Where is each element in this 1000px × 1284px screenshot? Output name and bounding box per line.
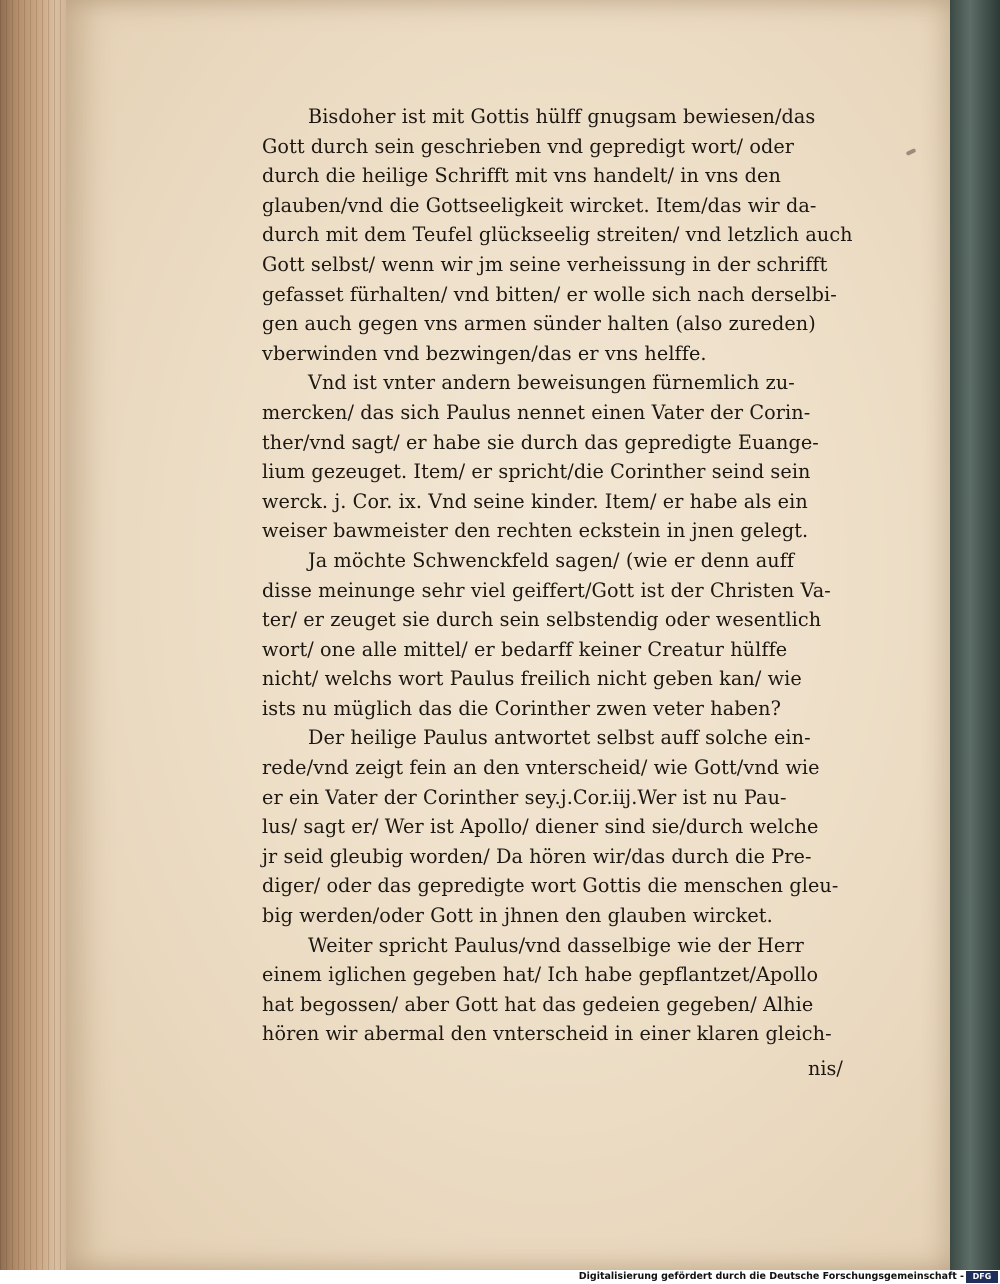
text-line: disse meinunge sehr viel geiffert/Gott ist der Christen Va-: [262, 578, 831, 602]
text-line: Ja möchte Schwenckfeld sagen/ (wie er denn auff: [308, 548, 795, 572]
catchword: nis/: [808, 1057, 843, 1080]
page-text: [262, 102, 878, 1049]
page-stack-left: [0, 0, 70, 1270]
text-line: diger/ oder das gepredigte wort Gottis die menschen gleu-: [262, 874, 839, 898]
text-line: ter/ er zeuget sie durch sein selbstendig oder wesentlich: [262, 608, 822, 632]
text-line: Bisdoher ist mit Gottis hülff gnugsam bewiesen/das: [308, 105, 816, 128]
text-line: lus/ sagt er/ Wer ist Apollo/ diener sind sie/durch welche: [262, 815, 819, 839]
footer: [0, 1270, 1000, 1284]
text-line: jr seid gleubig worden/ Da hören wir/das durch die Pre-: [262, 844, 812, 868]
text-line: Weiter spricht Paulus/vnd dasselbige wie der Herr: [308, 933, 804, 957]
text-line: werck. j. Cor. ix. Vnd seine kinder. Item/ er habe als ein: [262, 489, 808, 513]
text-line: durch die heilige Schrifft mit vns handelt/ in vns den: [262, 164, 781, 188]
text-line: ists nu müglich das die Corinther zwen veter haben?: [262, 696, 781, 720]
text-line: vberwinden vnd bezwingen/das er vns helffe.: [262, 341, 707, 365]
text-line: gen auch gegen vns armen sünder halten (also zureden): [262, 312, 816, 336]
text-line: einem iglichen gegeben hat/ Ich habe gepflantzet/Apollo: [262, 963, 819, 987]
text-line: rede/vnd zeigt fein an den vnterscheid/ wie Gott/vnd wie: [262, 756, 820, 780]
text-line: nicht/ welchs wort Paulus freilich nicht geben kan/ wie: [262, 667, 802, 691]
text-line: Der heilige Paulus antwortet selbst auff solche ein-: [308, 726, 811, 750]
dfg-logo: DFG: [966, 1271, 998, 1283]
text-line: er ein Vater der Corinther sey.j.Cor.iij.Wer ist nu Pau-: [262, 785, 787, 809]
text-line: mercken/ das sich Paulus nennet einen Vater der Corin-: [262, 400, 811, 424]
text-line: glauben/vnd die Gottseeligkeit wircket. Item/das wir da-: [262, 193, 817, 217]
text-line: wort/ one alle mittel/ er bedarff keiner Creatur hülffe: [262, 637, 788, 661]
footer-credit: Digitalisierung gefördert durch die Deutsche Forschungsgemeinschaft -: [578, 1271, 964, 1282]
text-line: big werden/oder Gott in jhnen den glauben wircket.: [262, 904, 773, 928]
text-line: durch mit dem Teufel glückseelig streiten/ vnd letzlich auch: [262, 223, 853, 247]
text-line: gefasset fürhalten/ vnd bitten/ er wolle sich nach derselbi-: [262, 282, 837, 306]
text-line: hat begossen/ aber Gott hat das gedeien gegeben/ Alhie: [262, 992, 814, 1016]
scan-border-right: [950, 0, 1000, 1270]
text-line: hören wir abermal den vnterscheid in einer klaren gleich-: [262, 1022, 832, 1046]
text-line: Gott durch sein geschrieben vnd gepredigt wort/ oder: [262, 134, 795, 158]
text-line: weiser bawmeister den rechten eckstein in jnen gelegt.: [262, 519, 809, 543]
text-line: Vnd ist vnter andern beweisungen fürnemlich zu-: [308, 371, 795, 395]
text-line: ther/vnd sagt/ er habe sie durch das gepredigte Euange-: [262, 430, 819, 454]
text-line: Gott selbst/ wenn wir jm seine verheissung in der schrifft: [262, 252, 828, 276]
text-line: lium gezeuget. Item/ er spricht/die Corinther seind sein: [262, 460, 811, 484]
